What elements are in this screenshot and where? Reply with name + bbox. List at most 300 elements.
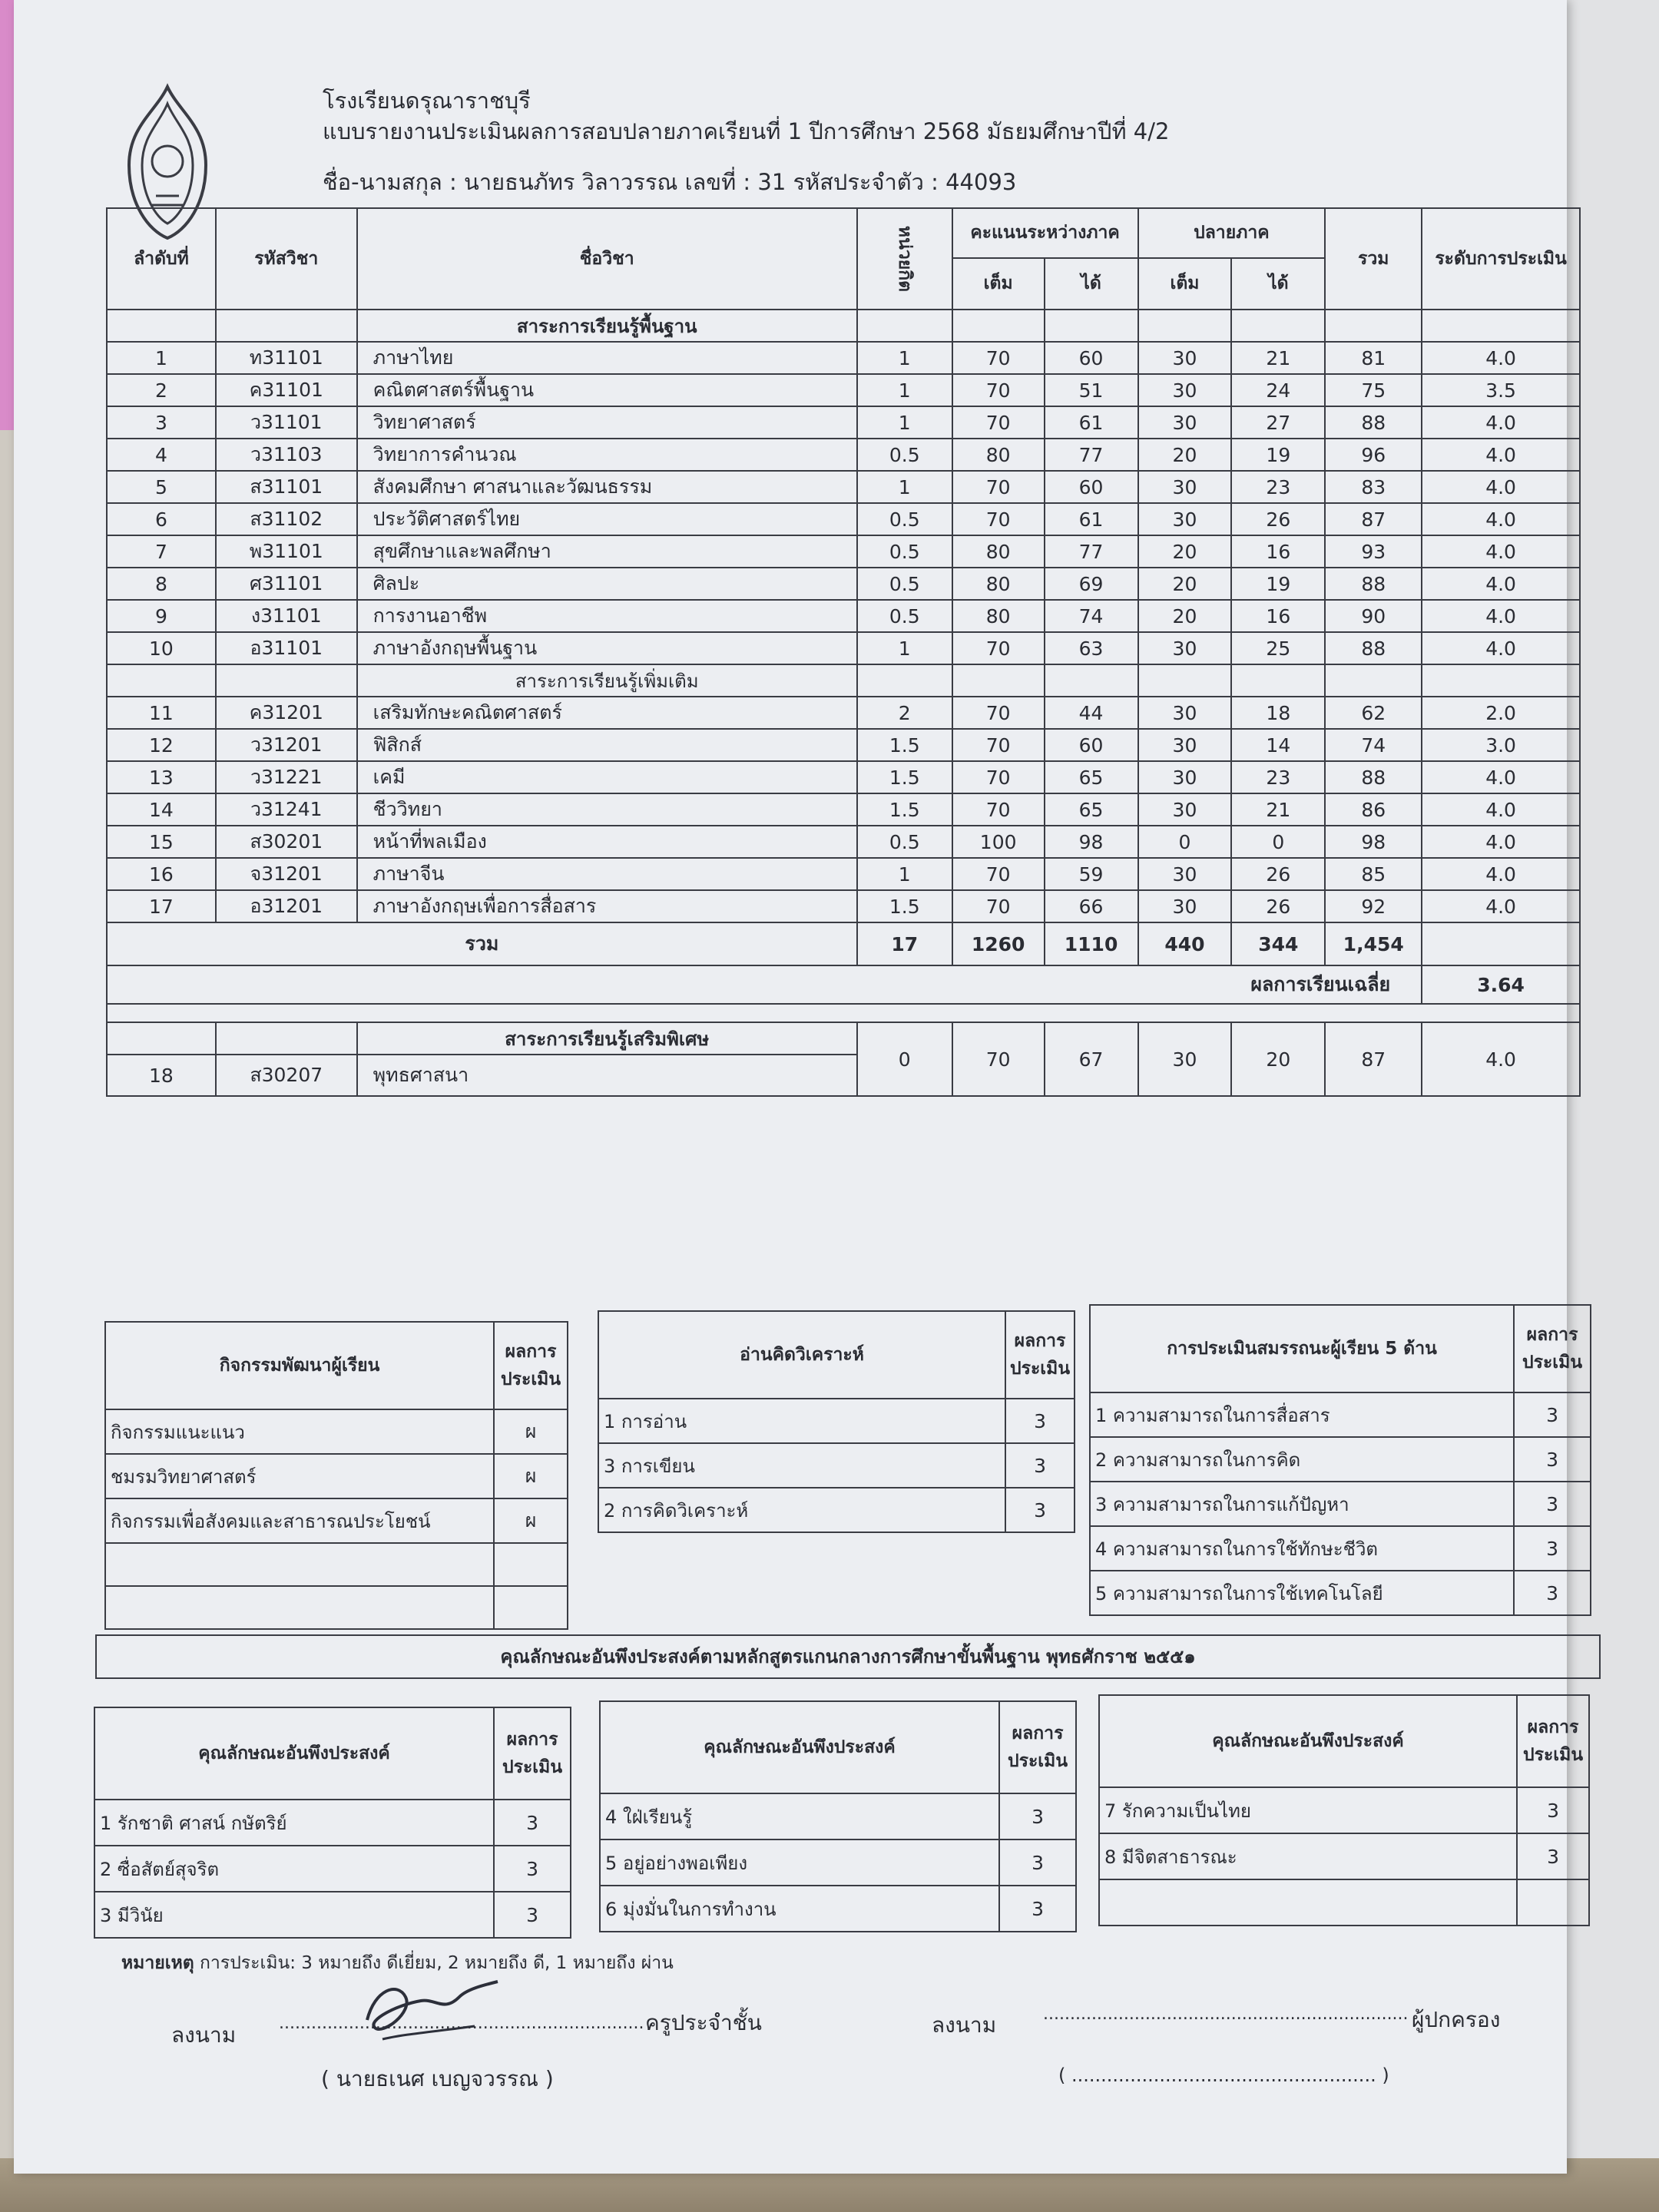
subject-no: 14	[107, 793, 216, 826]
assessment-result: 3	[1514, 1482, 1591, 1526]
assessment-result: 3	[999, 1886, 1076, 1932]
competency-title: การประเมินสมรรถนะผู้เรียน 5 ด้าน	[1090, 1305, 1514, 1392]
assessment-row	[1090, 1482, 1591, 1526]
subject-mid-full: 70	[952, 761, 1045, 793]
assessment-row	[105, 1454, 568, 1498]
attributes-title-2: คุณลักษณะอันพึงประสงค์	[600, 1701, 999, 1793]
subject-total: 87	[1325, 503, 1422, 535]
assessment-row	[94, 1800, 571, 1846]
subject-fin-full: 20	[1138, 568, 1232, 600]
subject-grade: 4.0	[1422, 503, 1580, 535]
summary-mid-got: 1110	[1045, 922, 1138, 965]
header-no: ลำดับที่	[107, 208, 216, 310]
subject-credit: 1.5	[857, 890, 952, 922]
subject-fin-full: 30	[1138, 697, 1232, 729]
assessment-row	[600, 1886, 1076, 1932]
gpa-label: ผลการเรียนเฉลี่ย	[107, 965, 1422, 1004]
subject-name: เคมี	[357, 761, 857, 793]
subject-credit: 0.5	[857, 535, 952, 568]
assessment-row	[598, 1399, 1075, 1443]
subject-credit: 1	[857, 632, 952, 664]
section-special: สาระการเรียนรู้เสริมพิเศษ	[357, 1022, 857, 1055]
subject-mid-full: 80	[952, 535, 1045, 568]
assessment-result: ผ	[494, 1498, 568, 1543]
subject-grade: 4.0	[1422, 406, 1580, 439]
subject-total: 92	[1325, 890, 1422, 922]
assessment-result: ผ	[494, 1454, 568, 1498]
subject-fin-full: 30	[1138, 374, 1232, 406]
subject-mid-got: 77	[1045, 535, 1138, 568]
subject-name: คณิตศาสตร์พื้นฐาน	[357, 374, 857, 406]
subject-credit: 1	[857, 342, 952, 374]
subject-fin-got: 16	[1231, 535, 1325, 568]
assessment-row	[1090, 1392, 1591, 1437]
subject-fin-full: 20	[1138, 600, 1232, 632]
assessment-result: 3	[999, 1793, 1076, 1839]
assessment-row	[1099, 1787, 1589, 1833]
subject-mid-got: 61	[1045, 406, 1138, 439]
assessment-item: 3 ความสามารถในการแก้ปัญหา	[1090, 1482, 1514, 1526]
assessment-result: 3	[1005, 1399, 1075, 1443]
subject-mid-got: 66	[1045, 890, 1138, 922]
subject-fin-got: 0	[1231, 826, 1325, 858]
assessment-item: 2 การคิดวิเคราะห์	[598, 1488, 1005, 1532]
assessment-row	[94, 1892, 571, 1938]
summary-mid-full: 1260	[952, 922, 1045, 965]
assessment-result: 3	[1514, 1392, 1591, 1437]
assessment-item: 8 มีจิตสาธารณะ	[1099, 1833, 1517, 1879]
header-fin-got: ได้	[1231, 258, 1325, 310]
subject-code: จ31201	[216, 858, 357, 890]
student-info: ชื่อ-นามสกุล : นายธนภัทร วิลาวรรณ เลขที่ : 31 รหัสประจำตัว : 44093	[323, 169, 1017, 195]
special-code: ส30207	[216, 1055, 357, 1096]
subject-fin-full: 20	[1138, 535, 1232, 568]
special-fin-full: 30	[1138, 1022, 1232, 1096]
subject-grade: 2.0	[1422, 697, 1580, 729]
school-name: โรงเรียนดรุณาราชบุรี	[323, 88, 531, 114]
subject-no: 7	[107, 535, 216, 568]
subject-row	[107, 439, 1580, 471]
reading-table	[598, 1310, 1075, 1533]
parent-name: ( .................................................... )	[1058, 2065, 1389, 2086]
subject-total: 83	[1325, 471, 1422, 503]
assessment-result: 3	[494, 1800, 571, 1846]
activities-table	[104, 1321, 568, 1630]
subject-name: ภาษาไทย	[357, 342, 857, 374]
assessment-item: 3 มีวินัย	[94, 1892, 494, 1938]
subject-mid-full: 70	[952, 697, 1045, 729]
subject-grade: 4.0	[1422, 342, 1580, 374]
subject-code: ศ31101	[216, 568, 357, 600]
attributes-table-3	[1098, 1694, 1590, 1926]
reading-title: อ่านคิดวิเคราะห์	[598, 1311, 1005, 1399]
subject-name: วิทยาศาสตร์	[357, 406, 857, 439]
subject-total: 74	[1325, 729, 1422, 761]
subject-grade: 4.0	[1422, 632, 1580, 664]
subject-mid-full: 70	[952, 374, 1045, 406]
assessment-row	[598, 1443, 1075, 1488]
subject-name: ศิลปะ	[357, 568, 857, 600]
subject-total: 85	[1325, 858, 1422, 890]
subject-name: ภาษาอังกฤษพื้นฐาน	[357, 632, 857, 664]
subject-name: สุขศึกษาและพลศึกษา	[357, 535, 857, 568]
header-total: รวม	[1325, 208, 1422, 310]
subject-credit: 0.5	[857, 826, 952, 858]
assessment-item: 4 ใฝ่เรียนรู้	[600, 1793, 999, 1839]
subject-no: 1	[107, 342, 216, 374]
header-mid-got: ได้	[1045, 258, 1138, 310]
assessment-result: 3	[1517, 1787, 1589, 1833]
subject-fin-got: 26	[1231, 503, 1325, 535]
teacher-role: ครูประจำชั้น	[645, 2010, 762, 2035]
subject-row	[107, 342, 1580, 374]
subject-code: ว31103	[216, 439, 357, 471]
subject-credit: 1	[857, 406, 952, 439]
note-label: หมายเหตุ	[121, 1953, 194, 1973]
subject-no: 15	[107, 826, 216, 858]
assessment-item: 2 ซื่อสัตย์สุจริต	[94, 1846, 494, 1892]
subject-total: 93	[1325, 535, 1422, 568]
subject-fin-full: 30	[1138, 342, 1232, 374]
subject-fin-got: 26	[1231, 890, 1325, 922]
subject-row	[107, 826, 1580, 858]
teacher-sign-line: ....................................................................	[279, 2014, 644, 2033]
subject-grade: 4.0	[1422, 535, 1580, 568]
subject-credit: 1.5	[857, 793, 952, 826]
subject-code: ว31221	[216, 761, 357, 793]
attributes-result-header-2: ผลการประเมิน	[999, 1701, 1076, 1793]
subject-fin-full: 30	[1138, 406, 1232, 439]
subject-row	[107, 600, 1580, 632]
assessment-item: 4 ความสามารถในการใช้ทักษะชีวิต	[1090, 1526, 1514, 1571]
assessment-item: กิจกรรมแนะแนว	[105, 1409, 494, 1454]
subject-mid-full: 70	[952, 729, 1045, 761]
subject-credit: 2	[857, 697, 952, 729]
subject-fin-full: 30	[1138, 503, 1232, 535]
header-grade: ระดับการประเมิน	[1422, 208, 1580, 310]
subject-row	[107, 890, 1580, 922]
header-code: รหัสวิชา	[216, 208, 357, 310]
subject-mid-got: 51	[1045, 374, 1138, 406]
subject-mid-got: 60	[1045, 729, 1138, 761]
subject-row	[107, 406, 1580, 439]
subject-no: 11	[107, 697, 216, 729]
subject-no: 8	[107, 568, 216, 600]
subject-credit: 0.5	[857, 439, 952, 471]
subject-grade: 4.0	[1422, 858, 1580, 890]
reading-result-header: ผลการประเมิน	[1005, 1311, 1075, 1399]
assessment-item: กิจกรรมเพื่อสังคมและสาธารณประโยชน์	[105, 1498, 494, 1543]
assessment-result: 3	[999, 1839, 1076, 1886]
subject-fin-got: 24	[1231, 374, 1325, 406]
attributes-banner: คุณลักษณะอันพึงประสงค์ตามหลักสูตรแกนกลางการศึกษาขั้นพื้นฐาน พุทธศักราช ๒๕๕๑	[95, 1634, 1601, 1679]
subject-mid-got: 60	[1045, 342, 1138, 374]
header-final: ปลายภาค	[1138, 208, 1326, 258]
subject-total: 96	[1325, 439, 1422, 471]
subject-name: ประวัติศาสตร์ไทย	[357, 503, 857, 535]
subject-name: ชีววิทยา	[357, 793, 857, 826]
attributes-result-header-1: ผลการประเมิน	[494, 1707, 571, 1800]
assessment-row	[600, 1793, 1076, 1839]
teacher-name: ( นายธเนศ เบญจวรรณ )	[321, 2066, 554, 2091]
subject-fin-got: 16	[1231, 600, 1325, 632]
assessment-row	[1099, 1833, 1589, 1879]
report-title: แบบรายงานประเมินผลการสอบปลายภาคเรียนที่ 1 ปีการศึกษา 2568 มัธยมศึกษาปีที่ 4/2	[323, 118, 1170, 144]
summary-total: 1,454	[1325, 922, 1422, 965]
subject-row	[107, 697, 1580, 729]
subject-total: 75	[1325, 374, 1422, 406]
subject-total: 98	[1325, 826, 1422, 858]
attributes-table-2	[599, 1700, 1077, 1932]
subject-name: สังคมศึกษา ศาสนาและวัฒนธรรม	[357, 471, 857, 503]
special-name: พุทธศาสนา	[357, 1055, 857, 1096]
assessment-item: 1 ความสามารถในการสื่อสาร	[1090, 1392, 1514, 1437]
subject-fin-got: 23	[1231, 761, 1325, 793]
assessment-row	[598, 1488, 1075, 1532]
assessment-item: 5 ความสามารถในการใช้เทคโนโลยี	[1090, 1571, 1514, 1615]
core-subjects	[107, 342, 1580, 664]
subject-mid-full: 70	[952, 406, 1045, 439]
special-no: 18	[107, 1055, 216, 1096]
section-core: สาระการเรียนรู้พื้นฐาน	[357, 310, 857, 342]
subject-credit: 0.5	[857, 503, 952, 535]
subject-credit: 0.5	[857, 600, 952, 632]
subject-row	[107, 632, 1580, 664]
subject-fin-got: 25	[1231, 632, 1325, 664]
subject-row	[107, 374, 1580, 406]
activities-title: กิจกรรมพัฒนาผู้เรียน	[105, 1322, 494, 1409]
subject-mid-full: 70	[952, 793, 1045, 826]
subject-row	[107, 535, 1580, 568]
subject-name: ภาษาจีน	[357, 858, 857, 890]
activities-result-header: ผลการประเมิน	[494, 1322, 568, 1409]
subject-mid-full: 80	[952, 439, 1045, 471]
subject-total: 62	[1325, 697, 1422, 729]
subject-row	[107, 503, 1580, 535]
subject-mid-got: 65	[1045, 793, 1138, 826]
subject-code: ท31101	[216, 342, 357, 374]
subject-credit: 1	[857, 858, 952, 890]
subject-fin-got: 23	[1231, 471, 1325, 503]
subject-fin-full: 30	[1138, 729, 1232, 761]
subject-total: 86	[1325, 793, 1422, 826]
subject-fin-full: 30	[1138, 471, 1232, 503]
assessment-result: 3	[1514, 1526, 1591, 1571]
subject-code: อ31101	[216, 632, 357, 664]
subject-fin-got: 21	[1231, 793, 1325, 826]
summary-label: รวม	[107, 922, 857, 965]
subject-mid-full: 70	[952, 632, 1045, 664]
subject-no: 9	[107, 600, 216, 632]
subject-code: ว31101	[216, 406, 357, 439]
subject-no: 5	[107, 471, 216, 503]
assessment-item: ชมรมวิทยาศาสตร์	[105, 1454, 494, 1498]
subject-row	[107, 761, 1580, 793]
subject-credit: 1	[857, 471, 952, 503]
note-text: การประเมิน: 3 หมายถึง ดีเยี่ยม, 2 หมายถึง ดี, 1 หมายถึง ผ่าน	[200, 1953, 674, 1973]
subject-mid-got: 77	[1045, 439, 1138, 471]
subject-code: ส31101	[216, 471, 357, 503]
parent-sign-line: ....................................................................	[1043, 2005, 1409, 2024]
header-fin-full: เต็ม	[1138, 258, 1232, 310]
assessment-item: 1 การอ่าน	[598, 1399, 1005, 1443]
subject-row	[107, 793, 1580, 826]
subject-grade: 4.0	[1422, 600, 1580, 632]
summary-fin-got: 344	[1231, 922, 1325, 965]
subject-credit: 1.5	[857, 761, 952, 793]
subject-mid-got: 98	[1045, 826, 1138, 858]
summary-credit: 17	[857, 922, 952, 965]
assessment-row	[600, 1839, 1076, 1886]
extra-subjects	[107, 697, 1580, 922]
subject-fin-got: 27	[1231, 406, 1325, 439]
special-credit: 0	[857, 1022, 952, 1096]
subject-no: 17	[107, 890, 216, 922]
subject-name: ภาษาอังกฤษเพื่อการสื่อสาร	[357, 890, 857, 922]
subject-code: ว31241	[216, 793, 357, 826]
subject-name: ฟิสิกส์	[357, 729, 857, 761]
attributes-title-1: คุณลักษณะอันพึงประสงค์	[94, 1707, 494, 1800]
subject-total: 88	[1325, 632, 1422, 664]
subject-grade: 3.0	[1422, 729, 1580, 761]
assessment-item: 2 ความสามารถในการคิด	[1090, 1437, 1514, 1482]
subject-mid-got: 61	[1045, 503, 1138, 535]
subject-mid-got: 63	[1045, 632, 1138, 664]
attributes-title-3: คุณลักษณะอันพึงประสงค์	[1099, 1695, 1517, 1787]
subject-code: ส30201	[216, 826, 357, 858]
assessment-result: 3	[1514, 1437, 1591, 1482]
subject-total: 90	[1325, 600, 1422, 632]
assessment-item: 6 มุ่งมั่นในการทำงาน	[600, 1886, 999, 1932]
assessment-result: 3	[1005, 1488, 1075, 1532]
subject-code: ค31201	[216, 697, 357, 729]
subject-name: วิทยาการคำนวณ	[357, 439, 857, 471]
subject-row	[107, 858, 1580, 890]
subject-mid-full: 70	[952, 342, 1045, 374]
subject-name: การงานอาชีพ	[357, 600, 857, 632]
special-grade: 4.0	[1422, 1022, 1580, 1096]
special-total: 87	[1325, 1022, 1422, 1096]
subject-mid-got: 69	[1045, 568, 1138, 600]
gpa-value: 3.64	[1422, 965, 1580, 1004]
attributes-table-1	[94, 1707, 571, 1939]
assessment-item: 1 รักชาติ ศาสน์ กษัตริย์	[94, 1800, 494, 1846]
assessment-result: 3	[1514, 1571, 1591, 1615]
special-fin-got: 20	[1231, 1022, 1325, 1096]
subject-mid-full: 80	[952, 600, 1045, 632]
subject-code: ส31102	[216, 503, 357, 535]
assessment-result: 3	[1517, 1833, 1589, 1879]
assessment-item: 3 การเขียน	[598, 1443, 1005, 1488]
subject-name: หน้าที่พลเมือง	[357, 826, 857, 858]
assessment-result: 3	[494, 1846, 571, 1892]
assessment-row	[105, 1409, 568, 1454]
assessment-item: 7 รักความเป็นไทย	[1099, 1787, 1517, 1833]
header-name: ชื่อวิชา	[357, 208, 857, 310]
header-credit-label: หน่วยกิต	[894, 225, 915, 293]
subject-grade: 4.0	[1422, 890, 1580, 922]
subject-credit: 1.5	[857, 729, 952, 761]
subject-fin-full: 30	[1138, 632, 1232, 664]
subject-fin-full: 30	[1138, 793, 1232, 826]
competency-table	[1089, 1304, 1591, 1616]
subject-row	[107, 729, 1580, 761]
subject-row	[107, 471, 1580, 503]
subject-fin-full: 30	[1138, 761, 1232, 793]
subject-no: 3	[107, 406, 216, 439]
subject-no: 2	[107, 374, 216, 406]
subject-fin-full: 30	[1138, 890, 1232, 922]
subject-grade: 4.0	[1422, 761, 1580, 793]
assessment-result: 3	[494, 1892, 571, 1938]
assessment-row	[1090, 1526, 1591, 1571]
subject-no: 10	[107, 632, 216, 664]
subject-fin-full: 0	[1138, 826, 1232, 858]
subject-no: 12	[107, 729, 216, 761]
assessment-item: 5 อยู่อย่างพอเพียง	[600, 1839, 999, 1886]
subject-no: 16	[107, 858, 216, 890]
subject-fin-got: 14	[1231, 729, 1325, 761]
grades-table	[106, 207, 1581, 1097]
header-midterm: คะแนนระหว่างภาค	[952, 208, 1138, 258]
special-mid-full: 70	[952, 1022, 1045, 1096]
subject-code: ง31101	[216, 600, 357, 632]
subject-grade: 4.0	[1422, 826, 1580, 858]
subject-grade: 4.0	[1422, 471, 1580, 503]
subject-total: 81	[1325, 342, 1422, 374]
summary-fin-full: 440	[1138, 922, 1232, 965]
competency-result-header: ผลการประเมิน	[1514, 1305, 1591, 1392]
assessment-row	[105, 1498, 568, 1543]
subject-mid-full: 70	[952, 503, 1045, 535]
subject-grade: 4.0	[1422, 793, 1580, 826]
subject-mid-got: 74	[1045, 600, 1138, 632]
subject-no: 4	[107, 439, 216, 471]
subject-credit: 1	[857, 374, 952, 406]
subject-credit: 0.5	[857, 568, 952, 600]
subject-mid-got: 44	[1045, 697, 1138, 729]
assessment-row	[94, 1846, 571, 1892]
parent-role: ผู้ปกครอง	[1412, 2007, 1501, 2032]
subject-no: 13	[107, 761, 216, 793]
subject-mid-full: 70	[952, 890, 1045, 922]
subject-fin-got: 19	[1231, 439, 1325, 471]
teacher-signature-icon	[352, 1966, 505, 2051]
teacher-sign-label: ลงนาม	[171, 2022, 237, 2048]
parent-sign-label: ลงนาม	[932, 2012, 997, 2038]
subject-grade: 4.0	[1422, 439, 1580, 471]
subject-total: 88	[1325, 761, 1422, 793]
subject-grade: 4.0	[1422, 568, 1580, 600]
header-credit	[857, 208, 952, 310]
assessment-result: 3	[1005, 1443, 1075, 1488]
subject-mid-got: 60	[1045, 471, 1138, 503]
assessment-row	[1090, 1571, 1591, 1615]
assessment-result: ผ	[494, 1409, 568, 1454]
subject-code: ว31201	[216, 729, 357, 761]
subject-fin-got: 18	[1231, 697, 1325, 729]
subject-mid-full: 70	[952, 858, 1045, 890]
subject-fin-full: 20	[1138, 439, 1232, 471]
subject-row	[107, 568, 1580, 600]
subject-mid-got: 59	[1045, 858, 1138, 890]
subject-fin-got: 21	[1231, 342, 1325, 374]
section-extra: สาระการเรียนรู้เพิ่มเติม	[357, 664, 857, 697]
subject-mid-full: 100	[952, 826, 1045, 858]
report-page	[14, 0, 1584, 2174]
subject-code: ค31101	[216, 374, 357, 406]
special-mid-got: 67	[1045, 1022, 1138, 1096]
